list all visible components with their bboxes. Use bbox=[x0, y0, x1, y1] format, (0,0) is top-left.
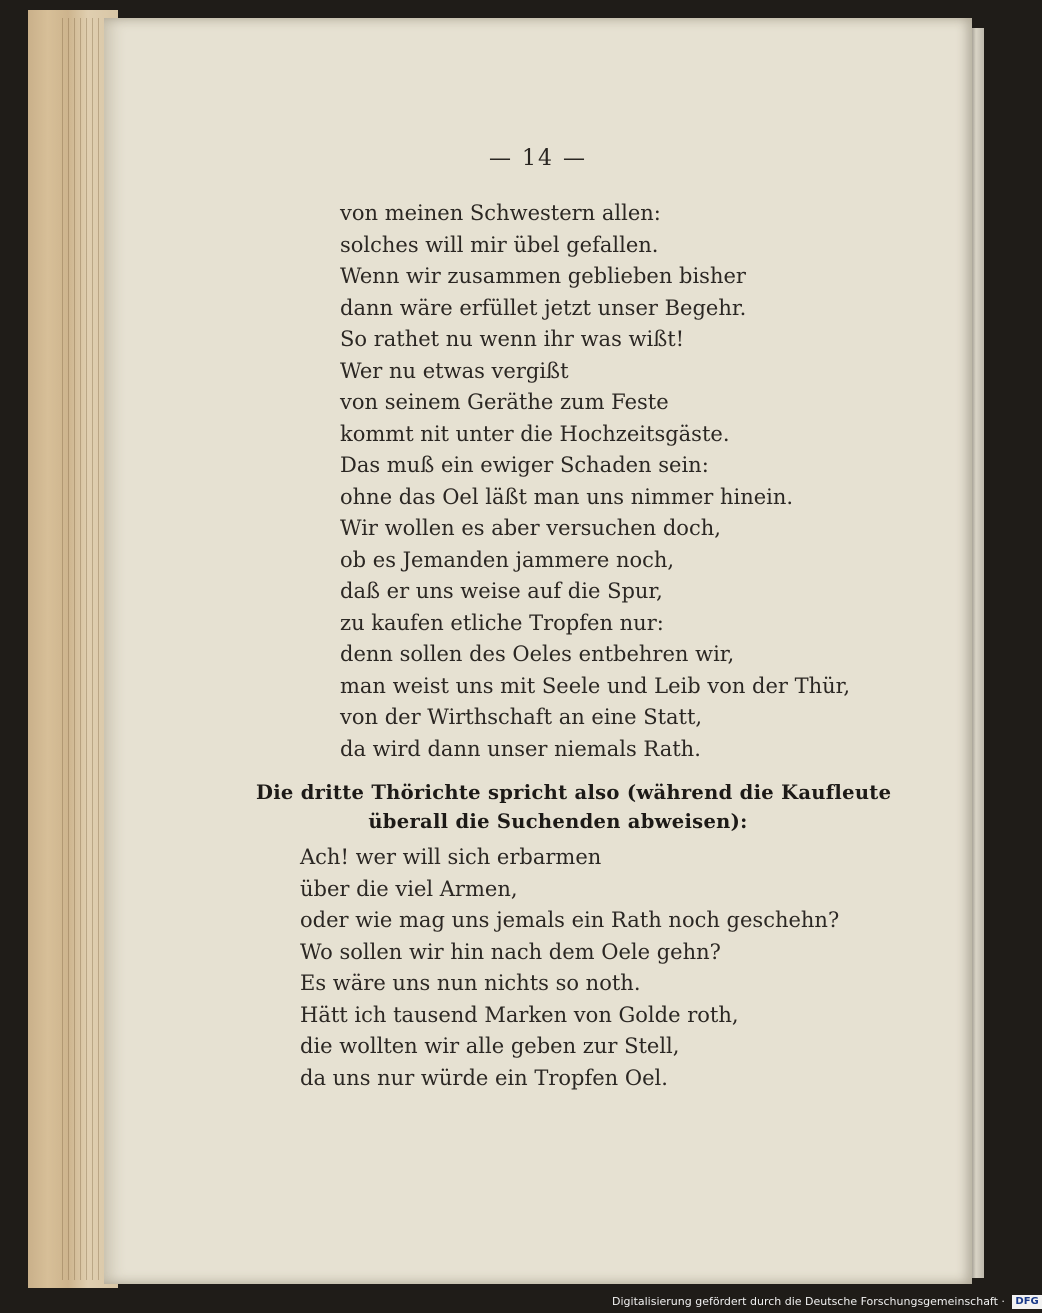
digitization-credit bbox=[612, 1294, 1042, 1310]
credit-text: Digitalisierung gefördert durch die Deutsche Forschungsgemeinschaft · bbox=[612, 1295, 1005, 1308]
book-right-edge bbox=[970, 28, 984, 1278]
verse-line: Das muß ein ewiger Schaden sein: bbox=[340, 453, 709, 477]
verse-line: Wir wollen es aber versuchen doch, bbox=[340, 516, 721, 540]
verse-line: da wird dann unser niemals Rath. bbox=[340, 736, 701, 761]
verse-line: oder wie mag uns jemals ein Rath noch geschehn? bbox=[300, 908, 840, 932]
verse-line: Wenn wir zusammen geblieben bisher bbox=[340, 264, 746, 288]
verse-line: Wer nu etwas vergißt bbox=[340, 358, 569, 383]
speaker-heading bbox=[256, 778, 892, 836]
verse-line: dann wäre erfüllet jetzt unser Begehr. bbox=[340, 295, 747, 320]
verse-line: die wollten wir alle geben zur Stell, bbox=[300, 1034, 680, 1058]
speaker-heading-line: überall die Suchenden abweisen): bbox=[368, 810, 748, 833]
page-stack-lines bbox=[62, 18, 108, 1280]
verse-line: Hätt ich tausend Marken von Golde roth, bbox=[300, 1002, 739, 1027]
verse-line: daß er uns weise auf die Spur, bbox=[340, 579, 663, 603]
verse-line: kommt nit unter die Hochzeitsgäste. bbox=[340, 421, 730, 446]
verse-line: man weist uns mit Seele und Leib von der Thür, bbox=[340, 673, 851, 698]
verse-line: über die viel Armen, bbox=[300, 876, 518, 901]
verse-line: denn sollen des Oeles entbehren wir, bbox=[340, 642, 735, 666]
verse-line: Ach! wer will sich erbarmen bbox=[300, 845, 602, 869]
verse-line: solches will mir übel gefallen. bbox=[340, 232, 659, 257]
verse-line: von meinen Schwestern allen: bbox=[340, 201, 661, 225]
verse-line: ob es Jemanden jammere noch, bbox=[340, 547, 675, 572]
verse-line: zu kaufen etliche Tropfen nur: bbox=[340, 610, 664, 635]
verse-line: von der Wirthschaft an eine Statt, bbox=[340, 705, 703, 729]
verse-stanza-1 bbox=[340, 198, 850, 765]
verse-line: Wo sollen wir hin nach dem Oele gehn? bbox=[300, 939, 721, 964]
verse-stanza-2 bbox=[300, 842, 839, 1094]
verse-line: von seinem Geräthe zum Feste bbox=[340, 390, 669, 414]
book-page bbox=[104, 18, 972, 1284]
dfg-logo: DFG bbox=[1012, 1295, 1041, 1309]
verse-line: da uns nur würde ein Tropfen Oel. bbox=[300, 1065, 668, 1090]
verse-line: Es wäre uns nun nichts so noth. bbox=[300, 971, 641, 995]
page-number: — 14 — bbox=[489, 146, 587, 171]
verse-line: So rathet nu wenn ihr was wißt! bbox=[340, 327, 685, 351]
speaker-heading-line: Die dritte Thörichte spricht also (während die Kaufleute bbox=[256, 781, 892, 804]
verse-line: ohne das Oel läßt man uns nimmer hinein. bbox=[340, 484, 794, 509]
